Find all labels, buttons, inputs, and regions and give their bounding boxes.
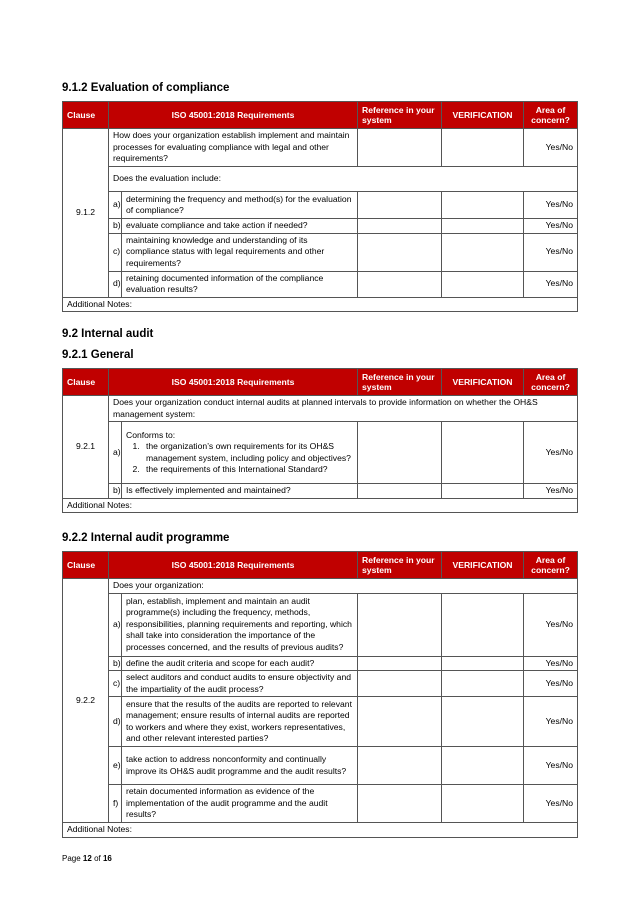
item-letter: c)	[109, 233, 122, 271]
area-of-concern-cell: Yes/No	[524, 271, 578, 297]
reference-cell[interactable]	[358, 192, 442, 219]
header-verification: VERIFICATION	[442, 369, 524, 396]
item-text	[122, 422, 358, 484]
item-text: retaining documented information of the compliance evaluation results?	[122, 271, 358, 297]
verification-cell[interactable]	[442, 656, 524, 671]
reference-cell[interactable]	[358, 422, 442, 484]
header-requirements: ISO 45001:2018 Requirements	[109, 552, 358, 579]
header-verification: VERIFICATION	[442, 552, 524, 579]
reference-cell[interactable]	[358, 785, 442, 823]
internal-audit-programme-table	[62, 551, 578, 838]
verification-cell[interactable]	[442, 697, 524, 747]
area-of-concern-cell: Yes/No	[524, 697, 578, 747]
area-of-concern-cell: Yes/No	[524, 219, 578, 234]
verification-cell[interactable]	[442, 593, 524, 656]
area-of-concern-cell: Yes/No	[524, 192, 578, 219]
verification-cell[interactable]	[442, 747, 524, 785]
item-text: ensure that the results of the audits are reported to relevant management; ensure results of internal audits are reported to workers and where they exist, workers representatives, and other relevant interested parties?	[122, 697, 358, 747]
page-number: 12	[82, 854, 92, 863]
reference-cell[interactable]	[358, 671, 442, 697]
section-title-9-1-2: 9.1.2 Evaluation of compliance	[62, 82, 230, 94]
section-title-9-2-1: 9.2.1 General	[62, 349, 134, 361]
item-letter: a)	[109, 422, 122, 484]
item-letter: c)	[109, 671, 122, 697]
area-of-concern-cell: Yes/No	[524, 656, 578, 671]
item-letter: b)	[109, 219, 122, 234]
conforms-to-label: Conforms to:	[126, 429, 176, 440]
clause-number: 9.2.1	[63, 396, 109, 499]
area-of-concern-cell: Yes/No	[524, 129, 578, 167]
additional-notes[interactable]: Additional Notes:	[63, 823, 578, 838]
page-footer	[62, 854, 112, 863]
item-letter: a)	[109, 593, 122, 656]
area-of-concern-cell: Yes/No	[524, 593, 578, 656]
verification-cell[interactable]	[442, 192, 524, 219]
area-of-concern-cell: Yes/No	[524, 785, 578, 823]
header-requirements: ISO 45001:2018 Requirements	[109, 369, 358, 396]
verification-cell[interactable]	[442, 785, 524, 823]
reference-cell[interactable]	[358, 271, 442, 297]
additional-notes[interactable]: Additional Notes:	[63, 297, 578, 312]
verification-cell[interactable]	[442, 422, 524, 484]
list-item: 1. the organization’s own requirements for its OH&S management system, including policy and objectives?	[142, 441, 353, 464]
internal-audit-general-table	[62, 368, 578, 513]
item-letter: f)	[109, 785, 122, 823]
item-letter: b)	[109, 656, 122, 671]
intro-text: Does the evaluation include:	[109, 167, 578, 192]
of-label: of	[94, 854, 101, 863]
section-title-9-2: 9.2 Internal audit	[62, 328, 154, 340]
item-text: define the audit criteria and scope for each audit?	[122, 656, 358, 671]
verification-cell[interactable]	[442, 271, 524, 297]
clause-number: 9.2.2	[63, 579, 109, 823]
area-of-concern-cell: Yes/No	[524, 671, 578, 697]
reference-cell[interactable]	[358, 219, 442, 234]
page-label: Page	[62, 854, 81, 863]
header-clause: Clause	[63, 369, 109, 396]
item-text: take action to address nonconformity and continually improve its OH&S audit programme and the audit results?	[122, 747, 358, 785]
reference-cell[interactable]	[358, 593, 442, 656]
area-of-concern-cell: Yes/No	[524, 747, 578, 785]
question-text: Does your organization conduct internal audits at planned intervals to provide information on whether the OH&S management system:	[109, 396, 578, 422]
item-text: Is effectively implemented and maintained?	[122, 484, 358, 499]
reference-cell[interactable]	[358, 697, 442, 747]
item-text: evaluate compliance and take action if needed?	[122, 219, 358, 234]
reference-cell[interactable]	[358, 129, 442, 167]
header-verification: VERIFICATION	[442, 102, 524, 129]
verification-cell[interactable]	[442, 233, 524, 271]
item-letter: d)	[109, 271, 122, 297]
item-letter: a)	[109, 192, 122, 219]
reference-cell[interactable]	[358, 233, 442, 271]
area-of-concern-cell: Yes/No	[524, 422, 578, 484]
evaluation-of-compliance-table	[62, 101, 578, 312]
numbered-list	[126, 441, 353, 476]
header-clause: Clause	[63, 552, 109, 579]
area-of-concern-cell: Yes/No	[524, 233, 578, 271]
item-letter: b)	[109, 484, 122, 499]
header-clause: Clause	[63, 102, 109, 129]
header-area-of-concern: Area of concern?	[524, 369, 578, 396]
header-requirements: ISO 45001:2018 Requirements	[109, 102, 358, 129]
item-text: maintaining knowledge and understanding of its compliance status with legal requirements and other requirements?	[122, 233, 358, 271]
item-text: determining the frequency and method(s) for the evaluation of compliance?	[122, 192, 358, 219]
area-of-concern-cell: Yes/No	[524, 484, 578, 499]
item-text: plan, establish, implement and maintain an audit programme(s) including the frequency, methods, responsibilities, planning requirements and reporting, which shall take into consideration the importance of the processes concerned, and the results of previous audits?	[122, 593, 358, 656]
intro-text: Does your organization:	[109, 579, 578, 594]
clause-number: 9.1.2	[63, 129, 109, 298]
list-item: 2. the requirements of this International Standard?	[142, 464, 353, 476]
verification-cell[interactable]	[442, 219, 524, 234]
section-title-9-2-2: 9.2.2 Internal audit programme	[62, 532, 230, 544]
verification-cell[interactable]	[442, 671, 524, 697]
reference-cell[interactable]	[358, 656, 442, 671]
header-reference: Reference in your system	[358, 552, 442, 579]
total-pages: 16	[102, 854, 112, 863]
header-area-of-concern: Area of concern?	[524, 102, 578, 129]
item-text: retain documented information as evidence of the implementation of the audit programme and the audit results?	[122, 785, 358, 823]
item-text: select auditors and conduct audits to ensure objectivity and the impartiality of the audit process?	[122, 671, 358, 697]
additional-notes[interactable]: Additional Notes:	[63, 498, 578, 513]
header-reference: Reference in your system	[358, 369, 442, 396]
header-reference: Reference in your system	[358, 102, 442, 129]
header-area-of-concern: Area of concern?	[524, 552, 578, 579]
question-text: How does your organization establish implement and maintain processes for evaluating compliance with legal and other requirements?	[109, 129, 358, 167]
verification-cell[interactable]	[442, 129, 524, 167]
verification-cell[interactable]	[442, 484, 524, 499]
item-letter: d)	[109, 697, 122, 747]
reference-cell[interactable]	[358, 484, 442, 499]
reference-cell[interactable]	[358, 747, 442, 785]
item-letter: e)	[109, 747, 122, 785]
